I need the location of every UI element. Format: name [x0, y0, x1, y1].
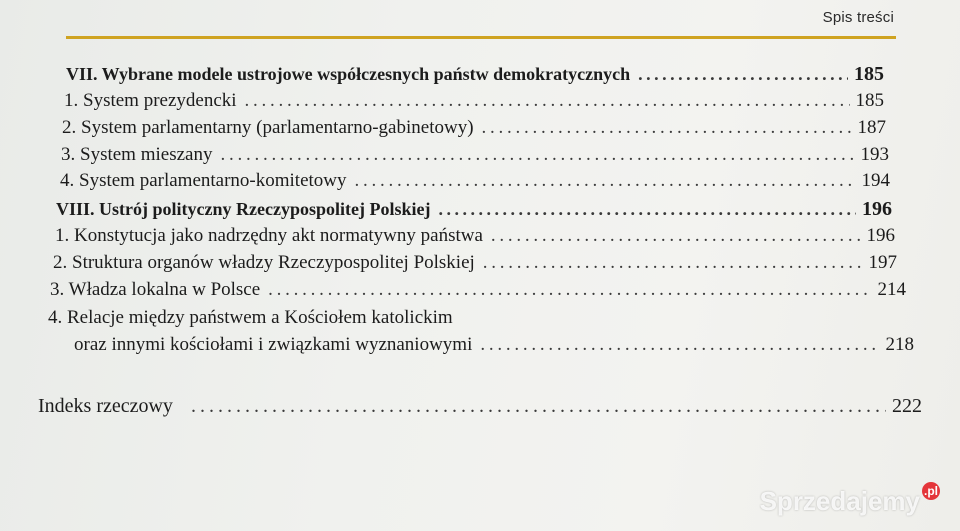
- toc-leader-dots: [483, 252, 863, 274]
- toc-item-page: 196: [866, 225, 895, 246]
- toc-leader-dots: [191, 395, 886, 417]
- toc-item-8-3: [50, 279, 906, 301]
- toc-item-label: 1. Konstytucja jako nadrzędny akt normatywny państwa: [55, 225, 483, 246]
- toc-item-label: 3. Władza lokalna w Polsce: [50, 279, 261, 300]
- toc-leader-dots: [438, 198, 856, 220]
- toc-item-page: 187: [857, 117, 886, 138]
- toc-item-7-3: [61, 144, 889, 166]
- toc-chapter-7-label: VII. Wybrane modele ustrojowe współczesnych państw demokratycznych: [66, 64, 631, 84]
- toc-item-page: 185: [855, 90, 884, 111]
- watermark-text: Sprzedajemy: [759, 486, 920, 516]
- toc-item-8-2: [53, 252, 897, 274]
- toc-item-page: 197: [868, 252, 897, 273]
- site-watermark: [760, 486, 940, 517]
- toc-leader-dots: [355, 170, 856, 192]
- toc-leader-dots: [245, 90, 850, 112]
- running-head-title: Spis treści: [822, 9, 894, 26]
- toc-item-8-4: [74, 334, 914, 356]
- toc-leader-dots: [491, 225, 861, 247]
- toc-chapter-8-label: VIII. Ustrój polityczny Rzeczypospolitej Polskiej: [56, 199, 431, 219]
- toc-chapter-8-page: 196: [862, 198, 892, 220]
- toc-item-page: 194: [861, 170, 890, 191]
- toc-leader-dots: [480, 334, 879, 356]
- toc-item-label: 2. Struktura organów władzy Rzeczypospolitej Polskiej: [53, 252, 475, 273]
- toc-item-7-1: [64, 90, 884, 112]
- toc-item-8-4-line1: 4. Relacje między państwem a Kościołem katolickim: [48, 307, 453, 328]
- toc-index: [38, 395, 922, 417]
- toc-chapter-8: [56, 198, 892, 220]
- toc-item-label: oraz innymi kościołami i związkami wyznaniowymi: [74, 334, 473, 355]
- toc-item-label: 1. System prezydencki: [64, 90, 237, 111]
- toc-chapter-7-page: 185: [854, 63, 884, 85]
- toc-leader-dots: [638, 63, 848, 85]
- toc-item-7-4: [60, 170, 890, 192]
- toc-item-7-2: [62, 117, 886, 139]
- toc-item-8-1: [55, 225, 895, 247]
- toc-chapter-7: [66, 63, 884, 85]
- toc-item-page: 193: [860, 144, 889, 165]
- toc-leader-dots: [482, 117, 852, 139]
- toc-item-label: 4. System parlamentarno-komitetowy: [60, 170, 347, 191]
- toc-leader-dots: [268, 279, 871, 301]
- watermark-badge: .pl: [924, 484, 938, 498]
- toc-item-label: 2. System parlamentarny (parlamentarno-gabinetowy): [62, 117, 474, 138]
- toc-item-page: 214: [877, 279, 906, 300]
- toc-index-label: Indeks rzeczowy: [38, 395, 173, 417]
- toc-leader-dots: [220, 144, 854, 166]
- toc-item-page: 218: [885, 334, 914, 355]
- header-rule: [66, 36, 896, 39]
- toc-item-label: 3. System mieszany: [61, 144, 213, 165]
- toc-index-page: 222: [892, 395, 922, 417]
